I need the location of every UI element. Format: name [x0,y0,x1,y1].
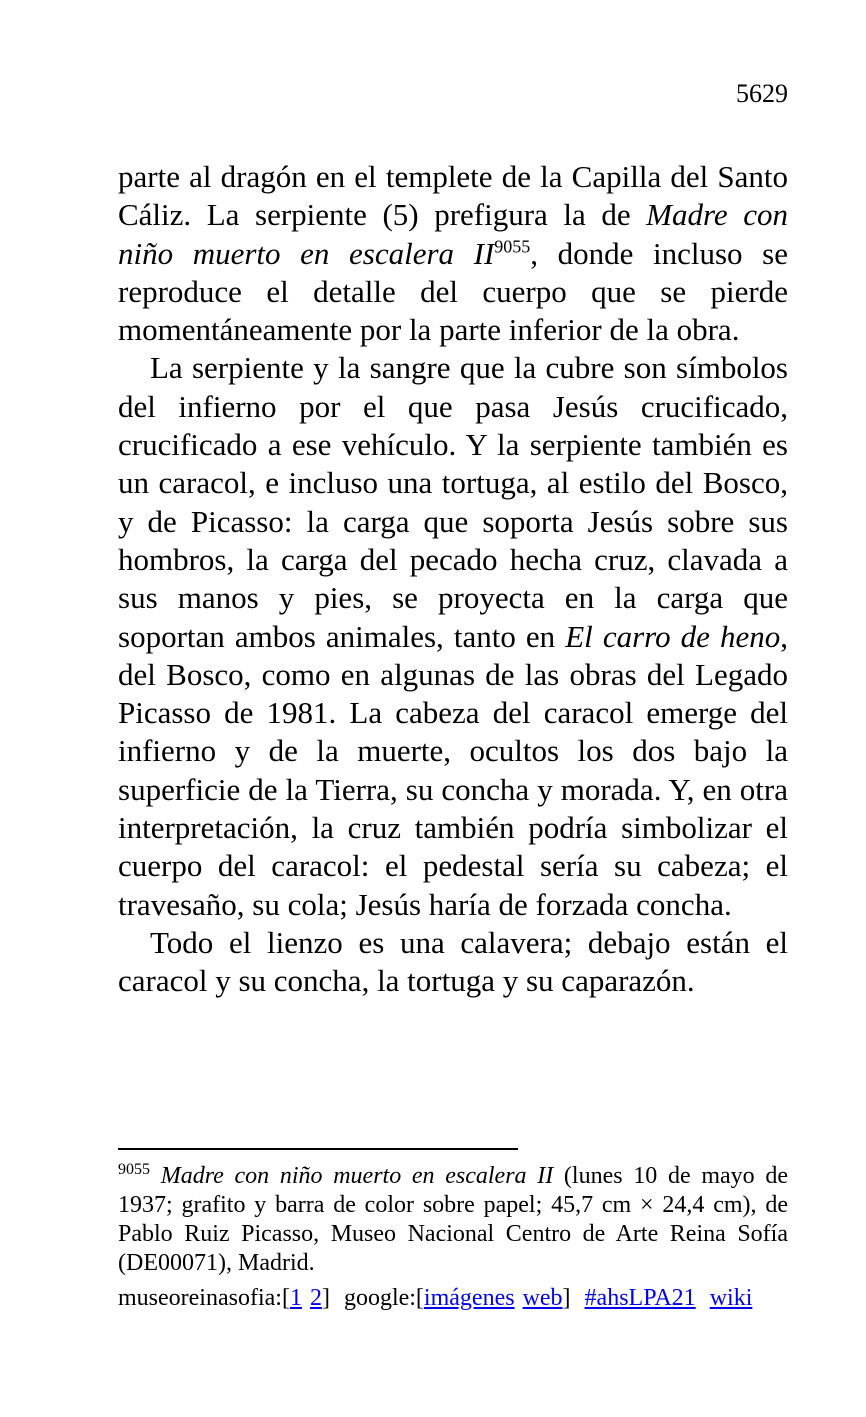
paragraph-2 [118,349,788,923]
body-text [118,158,788,1001]
paragraph-1-text-a: parte al dragón en el templete de la Capilla del Santo Cáliz. La serpiente (5) prefigura la de [118,159,788,233]
footnote-text: (lunes 10 de mayo de 1937; grafito y barra de color sobre papel; 45,7 cm × 24,4 cm), de Pablo Ruiz Picasso, Museo Nacional Centro de Arte Reina Sofía (DE00071), Madrid. [118,1163,788,1276]
artwork-title-madre: Madre con niño muerto en escalera II [118,197,788,271]
museo-label: museoreinasofia:[ [118,1285,290,1311]
hashtag-link[interactable]: #ahsLPA21 [584,1285,696,1311]
paragraph-2-text-b: , del Bosco, como en algunas de las obras del Legado Picasso de 1981. La cabeza del caracol emerge del infierno y de la muerte, ocultos los dos bajo la superficie de la Tierra, su concha y morada. Y, en otra interpretación, la cruz también podría simbolizar el cuerpo del caracol: el pedestal sería su cabeza; el travesaño, su cola; Jesús haría de forzada concha. [118,618,788,922]
paragraph-3: Todo el lienzo es una calavera; debajo están el caracol y su concha, la tortuga y su caparazón. [118,924,788,999]
footnote-divider [118,1148,518,1150]
museo-bracket-close: ] [321,1285,330,1311]
footnote [118,1162,788,1278]
paragraph-1 [118,158,788,349]
google-images-link[interactable]: imágenes [423,1285,515,1311]
page-number: 5629 [736,79,788,108]
google-bracket-close: ] [562,1285,571,1311]
footnote-number: 9055 [118,1161,150,1178]
museo-link-1[interactable]: 1 [289,1285,302,1311]
paragraph-2-text-a: La serpiente y la sangre que la cubre son símbolos del infierno por el que pasa Jesús crucificado, crucificado a ese vehículo. Y la serpiente también es un caracol, e incluso una tortuga, al estilo del Bosco, y de Picasso: la carga que soporta Jesús sobre sus hombros, la carga del pecado hecha cruz, clavada a sus manos y pies, se proyecta en la carga que soportan ambos animales, tanto en [118,350,788,654]
google-label: google:[ [343,1285,424,1311]
wiki-link[interactable]: wiki [709,1285,753,1311]
footnote-artwork-title: Madre con niño muerto en escalera II [160,1163,554,1189]
reference-links [118,1283,788,1313]
artwork-title-carro: El carro de heno [565,618,781,654]
paragraph-1-text-b: , donde incluso se reproduce el detalle del cuerpo que se pierde momentáneamente por la parte inferior de la obra. [118,235,788,348]
footnote-reference[interactable]: 9055 [494,236,531,257]
google-web-link[interactable]: web [522,1285,563,1311]
museo-link-2[interactable]: 2 [309,1285,322,1311]
